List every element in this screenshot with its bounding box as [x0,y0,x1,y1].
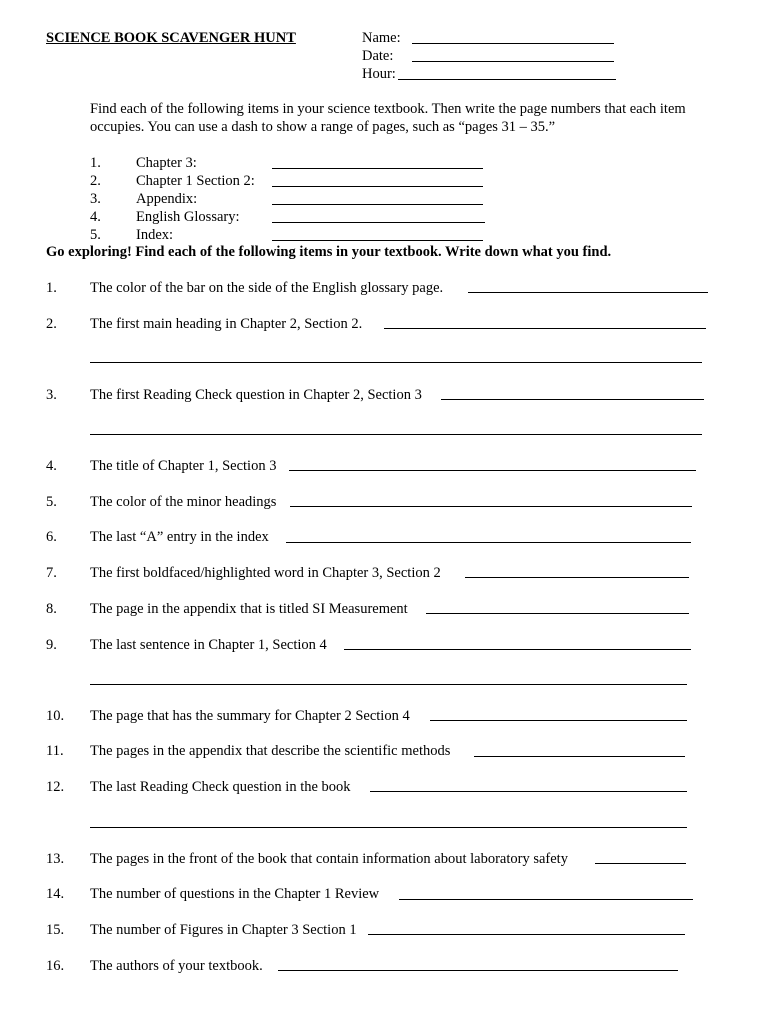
question-text: The page in the appendix that is titled SI Measurement [90,601,408,617]
question-number: 7. [46,565,57,581]
question-number: 1. [46,280,57,296]
hour-label: Hour: [362,66,396,82]
page-item-answer-line[interactable] [272,186,483,187]
question-number: 15. [46,922,65,938]
date-field[interactable] [412,61,614,62]
question-text: The last “A” entry in the index [90,529,269,545]
answer-line[interactable] [468,292,708,293]
page-item-num: 4. [90,209,101,225]
page-item-answer-line[interactable] [272,204,483,205]
question-text: The title of Chapter 1, Section 3 [90,458,277,474]
answer-line[interactable] [474,756,685,757]
question-text: The first boldfaced/highlighted word in Chapter 3, Section 2 [90,565,441,581]
name-field[interactable] [412,43,614,44]
date-label: Date: [362,48,394,64]
question-text: The pages in the front of the book that contain information about laboratory safety [90,851,568,867]
answer-line[interactable] [384,328,706,329]
page-item-label: Chapter 1 Section 2: [136,173,255,189]
answer-line[interactable] [430,720,687,721]
question-text: The first Reading Check question in Chapter 2, Section 3 [90,387,422,403]
page-item-answer-line[interactable] [272,222,485,223]
answer-line[interactable] [278,970,678,971]
page-item-num: 5. [90,227,101,243]
page-item-answer-line[interactable] [272,240,483,241]
question-number: 3. [46,387,57,403]
page-item-answer-line[interactable] [272,168,483,169]
answer-line-continued[interactable] [90,434,702,435]
question-text: The pages in the appendix that describe the scientific methods [90,743,451,759]
page-item-label: English Glossary: [136,209,240,225]
page-title: SCIENCE BOOK SCAVENGER HUNT [46,30,296,46]
answer-line[interactable] [290,506,692,507]
question-text: The last Reading Check question in the book [90,779,351,795]
answer-line[interactable] [344,649,691,650]
question-number: 2. [46,316,57,332]
question-number: 4. [46,458,57,474]
question-text: The last sentence in Chapter 1, Section 4 [90,637,327,653]
page-item-label: Index: [136,227,174,243]
question-text: The number of Figures in Chapter 3 Section 1 [90,922,357,938]
page-item-num: 1. [90,155,101,171]
question-number: 16. [46,958,65,974]
question-text: The number of questions in the Chapter 1 Review [90,886,380,902]
hour-field[interactable] [398,79,616,80]
question-text: The first main heading in Chapter 2, Section 2. [90,316,363,332]
answer-line[interactable] [465,577,689,578]
question-number: 12. [46,779,65,795]
question-text: The color of the minor headings [90,494,277,510]
page-item-label: Appendix: [136,191,198,207]
answer-line-continued[interactable] [90,684,687,685]
question-number: 9. [46,637,57,653]
question-number: 11. [46,743,64,759]
answer-line[interactable] [441,399,704,400]
intro-line-2: occupies. You can use a dash to show a range of pages, such as “pages 31 – 35.” [90,119,556,135]
answer-line[interactable] [399,899,693,900]
question-number: 13. [46,851,65,867]
page-item-num: 3. [90,191,101,207]
intro-line-1: Find each of the following items in your science textbook. Then write the page numbers that each item [90,101,686,117]
answer-line-continued[interactable] [90,827,687,828]
question-number: 5. [46,494,57,510]
answer-line[interactable] [426,613,689,614]
question-number: 8. [46,601,57,617]
page-item-label: Chapter 3: [136,155,197,171]
answer-line[interactable] [286,542,691,543]
question-text: The authors of your textbook. [90,958,263,974]
page-item-num: 2. [90,173,101,189]
answer-line[interactable] [595,863,686,864]
answer-line[interactable] [370,791,687,792]
answer-line-continued[interactable] [90,362,702,363]
answer-line[interactable] [368,934,685,935]
question-number: 10. [46,708,65,724]
answer-line[interactable] [289,470,696,471]
question-number: 14. [46,886,65,902]
question-number: 6. [46,529,57,545]
question-text: The color of the bar on the side of the English glossary page. [90,280,444,296]
explore-heading: Go exploring! Find each of the following items in your textbook. Write down what you find. [46,244,612,260]
name-label: Name: [362,30,401,46]
question-text: The page that has the summary for Chapter 2 Section 4 [90,708,410,724]
